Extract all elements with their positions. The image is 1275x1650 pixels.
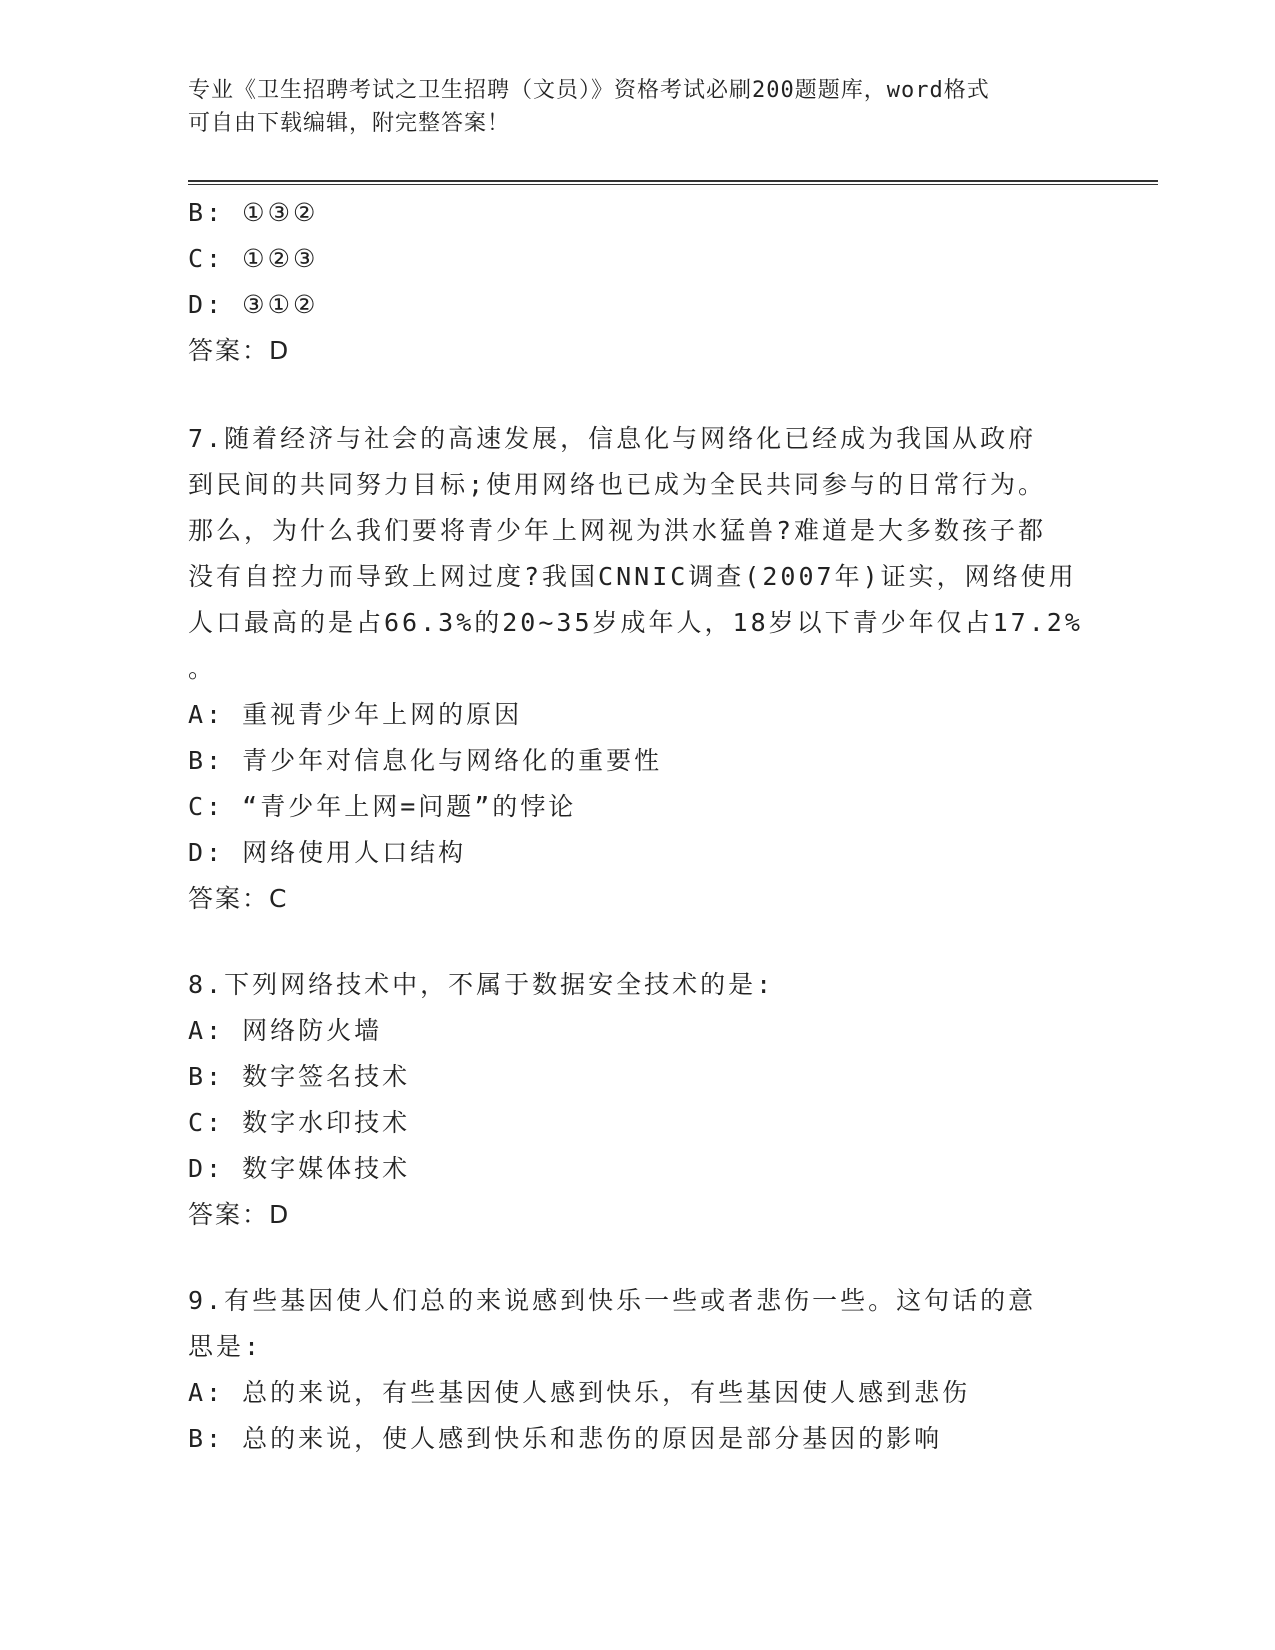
q7-answer: 答案：C <box>188 884 289 913</box>
page-header <box>188 74 1068 140</box>
q7-stem-line-4: 没有自控力而导致上网过度?我国CNNIC调查(2007年)证实，网络使用 <box>188 562 1077 591</box>
q8-option-b: B: 数字签名技术 <box>188 1062 411 1091</box>
q8-option-d: D: 数字媒体技术 <box>188 1154 411 1183</box>
document-body <box>188 190 1088 1462</box>
q6-option-b: B: ①③② <box>188 198 319 227</box>
q9-option-a: A: 总的来说，有些基因使人感到快乐，有些基因使人感到悲伤 <box>188 1378 971 1407</box>
q7-option-a: A: 重视青少年上网的原因 <box>188 700 523 729</box>
q6-option-c: C: ①②③ <box>188 244 319 273</box>
q6-option-d: D: ③①② <box>188 290 319 319</box>
q8-option-a: A: 网络防火墙 <box>188 1016 383 1045</box>
q7-option-c: C: “青少年上网=问题”的悖论 <box>188 792 577 821</box>
question-6-tail <box>188 190 1088 374</box>
q8-answer: 答案：D <box>188 1200 291 1229</box>
header-line-1: 专业《卫生招聘考试之卫生招聘（文员）》资格考试必刷200题题库，word格式 <box>188 78 990 103</box>
q6-answer: 答案：D <box>188 336 291 365</box>
header-line-2: 可自由下载编辑，附完整答案！ <box>188 111 511 136</box>
q7-stem-line-5: 人口最高的是占66.3%的20~35岁成年人，18岁以下青少年仅占17.2% <box>188 608 1083 637</box>
q8-stem: 8.下列网络技术中，不属于数据安全技术的是: <box>188 970 775 999</box>
header-divider <box>188 180 1158 185</box>
q9-stem-line-2: 思是: <box>188 1332 263 1361</box>
q9-stem-line-1: 9.有些基因使人们总的来说感到快乐一些或者悲伤一些。这句话的意 <box>188 1286 1037 1315</box>
q7-stem-line-1: 7.随着经济与社会的高速发展，信息化与网络化已经成为我国从政府 <box>188 424 1037 453</box>
q8-option-c: C: 数字水印技术 <box>188 1108 411 1137</box>
q7-stem-line-2: 到民间的共同努力目标;使用网络也已成为全民共同参与的日常行为。 <box>188 470 1047 499</box>
q9-option-b: B: 总的来说，使人感到快乐和悲伤的原因是部分基因的影响 <box>188 1424 943 1453</box>
q7-option-b: B: 青少年对信息化与网络化的重要性 <box>188 746 663 775</box>
question-8 <box>188 962 1088 1238</box>
q7-stem-line-3: 那么，为什么我们要将青少年上网视为洪水猛兽?难道是大多数孩子都 <box>188 516 1047 545</box>
question-9 <box>188 1278 1088 1462</box>
q7-stem-line-6: 。 <box>188 654 217 683</box>
q7-option-d: D: 网络使用人口结构 <box>188 838 467 867</box>
question-7 <box>188 416 1088 922</box>
